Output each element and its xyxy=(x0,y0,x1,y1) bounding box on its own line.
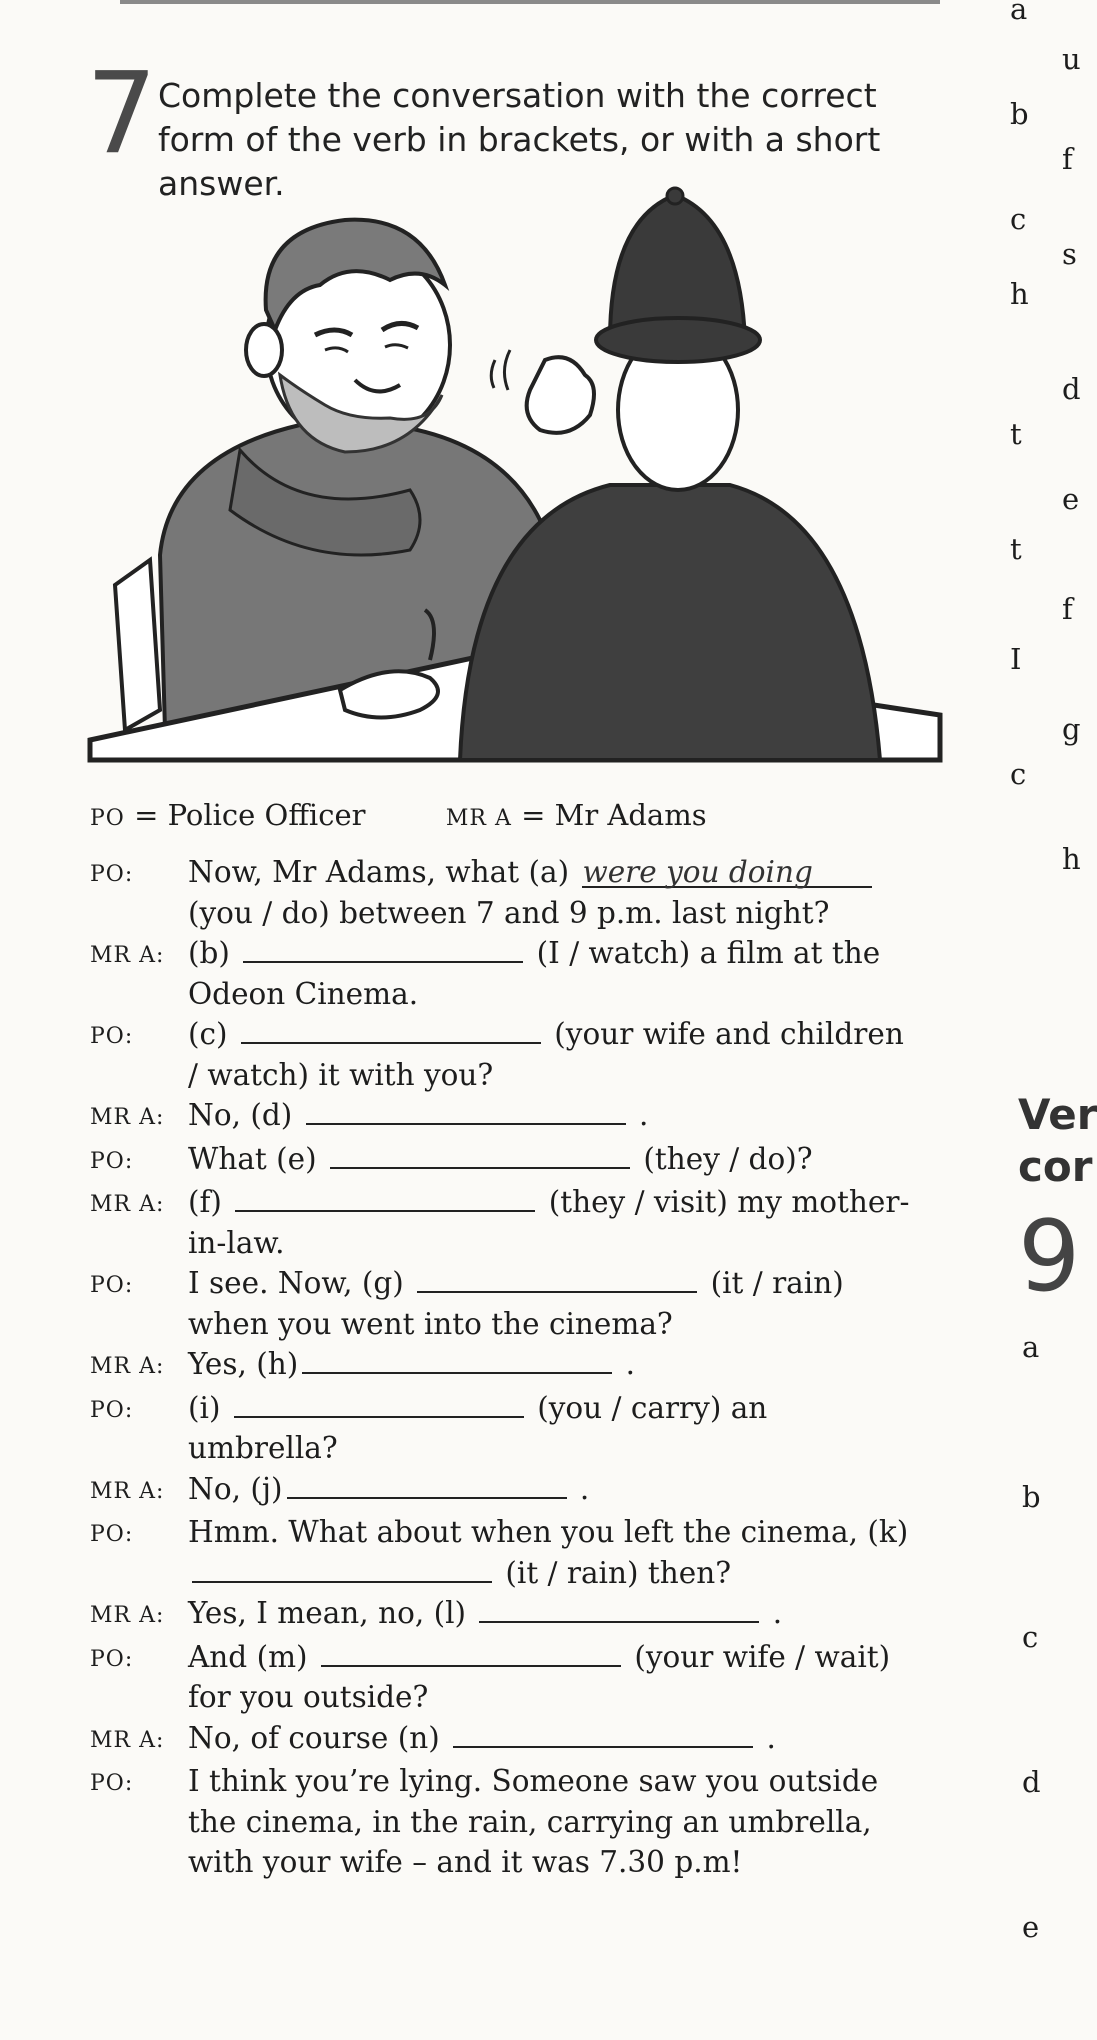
right-heading-2: cor xyxy=(1018,1142,1093,1191)
speaker-label: PO: xyxy=(90,862,134,887)
right-column-letter: u xyxy=(1062,42,1081,76)
text-after-blank: (your wife / wait) for you outside? xyxy=(188,1639,891,1714)
dialogue-text xyxy=(188,1593,920,1637)
answer-blank[interactable] xyxy=(302,1346,612,1374)
dialogue-text xyxy=(188,1761,920,1883)
answer-blank[interactable]: were you doing xyxy=(582,858,872,888)
text-before-blank: And (m) xyxy=(188,1639,317,1674)
speaker-label: PO: xyxy=(90,1771,134,1796)
answer-blank[interactable] xyxy=(287,1471,567,1499)
text-before-blank: (c) xyxy=(188,1017,237,1051)
text-after-blank: (I / watch) a film at the Odeon Cinema. xyxy=(188,936,881,1011)
legend-mra-text: = Mr Adams xyxy=(521,798,707,832)
dialogue-line xyxy=(90,1344,920,1388)
dialogue-line xyxy=(90,1469,920,1513)
answer-blank[interactable] xyxy=(321,1639,621,1667)
right-column-letter: g xyxy=(1062,712,1081,746)
illustration-interrogation xyxy=(90,190,940,760)
dialogue-text xyxy=(188,1512,920,1593)
dialogue-line xyxy=(90,1388,920,1469)
text-after-blank: (they / do)? xyxy=(634,1141,813,1176)
right-column-letter: h xyxy=(1062,842,1081,876)
speaker-label: MR A: xyxy=(90,1603,165,1628)
answer-blank[interactable] xyxy=(479,1595,759,1623)
dialogue-line xyxy=(90,1637,920,1718)
text-after-blank: (you / carry) an umbrella? xyxy=(188,1390,768,1465)
conversation xyxy=(90,852,920,1883)
right-heading-1: Ver xyxy=(1018,1090,1097,1139)
right-column-letter: c xyxy=(1010,757,1027,791)
text-before-blank: I think you’re lying. Someone saw you outside the cinema, in the rain, carrying an umbrella, with your wife – and it was 7.30 p.m! xyxy=(188,1764,879,1879)
right-column-letter: I xyxy=(1010,642,1022,676)
answer-blank[interactable] xyxy=(243,935,523,963)
dialogue-line xyxy=(90,1593,920,1637)
text-before-blank: Now, Mr Adams, what (a) xyxy=(188,855,579,889)
text-before-blank: Yes, (h) xyxy=(188,1347,299,1381)
speaker-label: PO: xyxy=(90,1024,134,1049)
text-before-blank: No, (d) xyxy=(188,1098,302,1132)
right-column-letter: d xyxy=(1062,372,1081,406)
answer-blank[interactable] xyxy=(235,1184,535,1212)
speaker-label: MR A: xyxy=(90,1354,165,1379)
answer-blank[interactable] xyxy=(306,1097,626,1125)
text-before-blank: (f) xyxy=(188,1185,232,1219)
right-column-letter: f xyxy=(1062,592,1073,626)
text-after-blank: . xyxy=(570,1471,590,1506)
dialogue-text xyxy=(188,933,920,1014)
speaker-label: MR A: xyxy=(90,1727,165,1753)
dialogue-line xyxy=(90,1014,920,1095)
text-before-blank: No, of course (n) xyxy=(188,1720,450,1755)
dialogue-text xyxy=(188,1637,920,1718)
answer-blank[interactable] xyxy=(234,1390,524,1418)
dialogue-text xyxy=(188,1263,920,1344)
right-sub-letter: a xyxy=(1022,1330,1040,1364)
speaker-label: MR A: xyxy=(90,943,165,968)
right-sub-letter: b xyxy=(1022,1480,1041,1514)
right-sub-letter: c xyxy=(1022,1620,1039,1654)
right-column-letter: h xyxy=(1010,277,1029,311)
text-after-blank: . xyxy=(757,1720,776,1755)
right-column-letter: t xyxy=(1010,532,1022,566)
speaker-label: PO: xyxy=(90,1522,134,1547)
dialogue-line xyxy=(90,1095,920,1139)
text-before-blank: (i) xyxy=(188,1390,230,1425)
right-column-letter: t xyxy=(1010,417,1022,451)
speaker-label: PO: xyxy=(90,1397,134,1423)
right-sub-letter: d xyxy=(1022,1765,1041,1799)
dialogue-text xyxy=(188,1388,920,1469)
speaker-label: PO: xyxy=(90,1273,134,1298)
dialogue-text xyxy=(188,1182,920,1263)
dialogue-line xyxy=(90,1263,920,1344)
right-sub-letter: e xyxy=(1022,1910,1040,1944)
text-before-blank: I see. Now, (g) xyxy=(188,1266,414,1300)
right-column-letter: c xyxy=(1010,202,1027,236)
legend-po-abbr: PO xyxy=(90,806,125,831)
answer-blank[interactable] xyxy=(241,1016,541,1044)
speaker-label: PO: xyxy=(90,1148,134,1174)
legend-mra-abbr: MR A xyxy=(445,806,512,831)
dialogue-line xyxy=(90,1182,920,1263)
text-after-blank: . xyxy=(763,1596,783,1630)
right-column-letter: a xyxy=(1010,0,1028,26)
right-column-letter: b xyxy=(1010,97,1029,131)
text-after-blank: (they / visit) my mother-in-law. xyxy=(188,1185,910,1260)
text-before-blank: What (e) xyxy=(188,1141,326,1176)
dialogue-line xyxy=(90,852,920,933)
text-before-blank: (b) xyxy=(188,936,240,970)
answer-blank[interactable] xyxy=(192,1555,492,1583)
dialogue-line xyxy=(90,933,920,1014)
dialogue-line xyxy=(90,1139,920,1183)
exercise-number: 7 xyxy=(86,49,158,179)
text-before-blank: Hmm. What about when you left the cinema, (k) xyxy=(188,1515,909,1549)
text-after-blank: (it / rain) then? xyxy=(496,1555,732,1590)
answer-blank[interactable] xyxy=(417,1265,697,1293)
right-column-letter: f xyxy=(1062,142,1073,176)
dialogue-text xyxy=(188,1718,920,1762)
speaker-label: MR A: xyxy=(90,1105,165,1130)
exercise-instruction: Complete the conversation with the correct form of the verb in brackets, or with a short answer. xyxy=(158,76,881,203)
text-before-blank: Yes, I mean, no, (l) xyxy=(188,1596,476,1630)
right-exercise-number: 9 xyxy=(1018,1200,1081,1314)
speaker-label: MR A: xyxy=(90,1478,165,1504)
answer-blank[interactable] xyxy=(330,1141,630,1169)
answer-blank[interactable] xyxy=(453,1720,753,1748)
dialogue-line xyxy=(90,1718,920,1762)
text-after-blank: (you / do) between 7 and 9 p.m. last night? xyxy=(188,895,830,930)
dialogue-line xyxy=(90,1761,920,1883)
legend-po-text: = Police Officer xyxy=(134,798,366,832)
text-after-blank: (your wife and children / watch) it with you? xyxy=(188,1017,904,1092)
dialogue-text xyxy=(188,1014,920,1095)
top-rule xyxy=(120,0,940,4)
dialogue-text xyxy=(188,1344,920,1388)
speaker-label: MR A: xyxy=(90,1192,165,1217)
dialogue-text xyxy=(188,1095,920,1139)
dialogue-text xyxy=(188,852,920,933)
speaker-legend xyxy=(90,798,707,832)
speaker-label: PO: xyxy=(90,1646,134,1672)
right-column-letter: s xyxy=(1062,237,1077,271)
text-before-blank: No, (j) xyxy=(188,1471,283,1506)
text-after-blank: . xyxy=(616,1347,636,1381)
dialogue-text xyxy=(188,1139,920,1183)
text-after-blank: . xyxy=(629,1098,649,1132)
text-after-blank: (it / rain) when you went into the cinema? xyxy=(188,1266,844,1341)
dialogue-text xyxy=(188,1469,920,1513)
right-column-letter: e xyxy=(1062,482,1080,516)
dialogue-line xyxy=(90,1512,920,1593)
